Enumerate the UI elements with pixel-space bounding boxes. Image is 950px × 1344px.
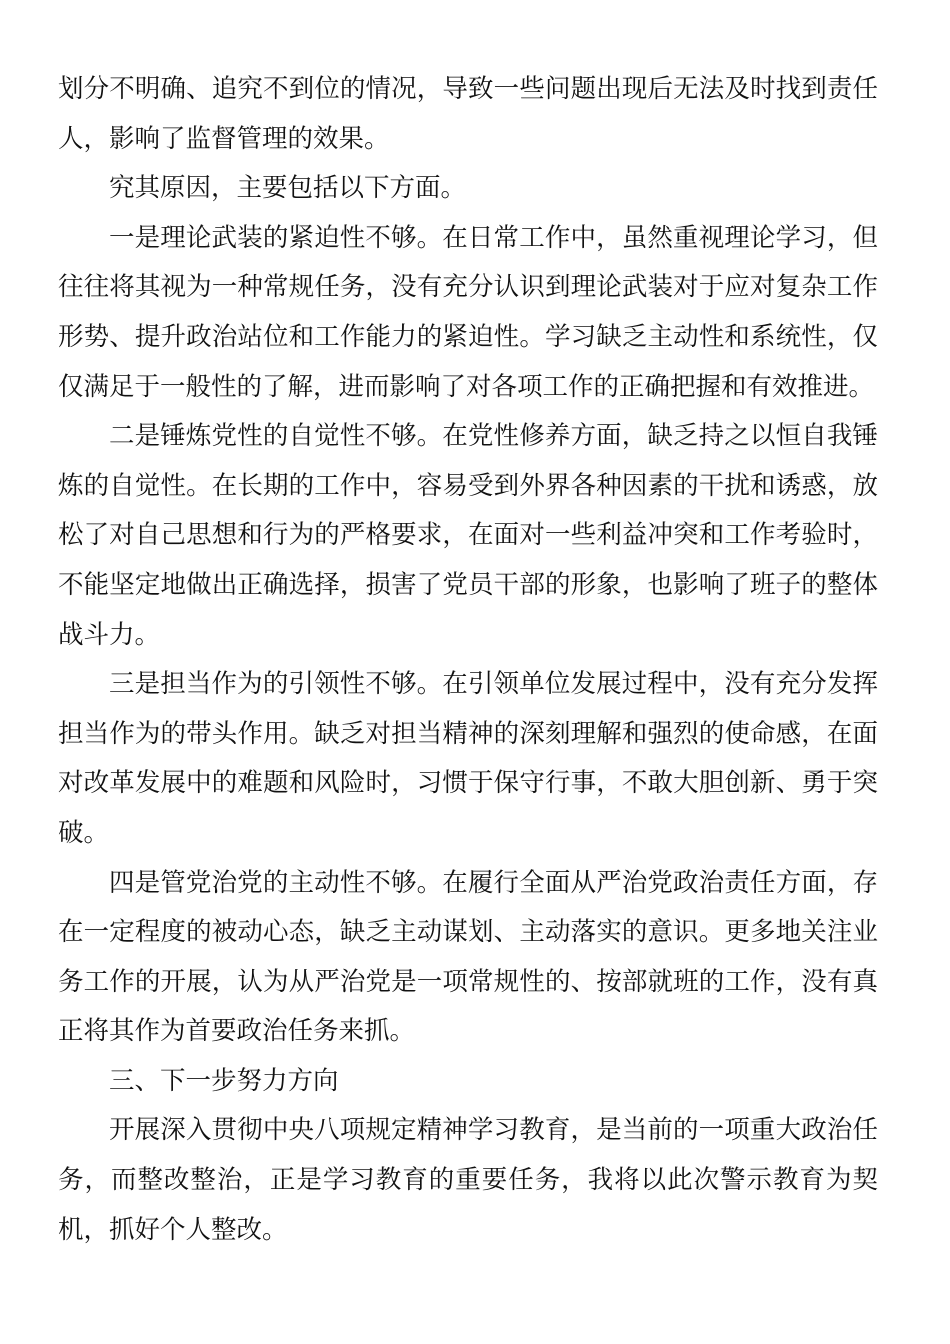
paragraph-cause-1: 一是理论武装的紧迫性不够。在日常工作中，虽然重视理论学习，但往往将其视为一种常规任务，没有充分认识到理论武装对于应对复杂工作形势、提升政治站位和工作能力的紧迫性。学习缺乏主动性和系统性，仅仅满足于一般性的了解，进而影响了对各项工作的正确把握和有效推进。 [58,222,878,402]
document-body [58,65,878,1255]
paragraph-cause-4: 四是管党治党的主动性不够。在履行全面从严治党政治责任方面，存在一定程度的被动心态，缺乏主动谋划、主动落实的意识。更多地关注业务工作的开展，认为从严治党是一项常规性的、按部就班的工作，没有真正将其作为首要政治任务来抓。 [58,867,878,1047]
paragraph-cause-2: 二是锤炼党性的自觉性不够。在党性修养方面，缺乏持之以恒自我锤炼的自觉性。在长期的工作中，容易受到外界各种因素的干扰和诱惑，放松了对自己思想和行为的严格要求，在面对一些利益冲突和工作考验时，不能坚定地做出正确选择，损害了党员干部的形象，也影响了班子的整体战斗力。 [58,421,878,650]
section-heading-next-steps: 三、下一步努力方向 [109,1065,339,1096]
paragraph-next-steps: 开展深入贯彻中央八项规定精神学习教育，是当前的一项重大政治任务，而整改整治，正是学习教育的重要任务，我将以此次警示教育为契机，抓好个人整改。 [58,1115,878,1245]
paragraph-causes-intro: 究其原因，主要包括以下方面。 [109,173,467,204]
paragraph-continuation: 划分不明确、追究不到位的情况，导致一些问题出现后无法及时找到责任人，影响了监督管理的效果。 [58,74,878,154]
paragraph-cause-3: 三是担当作为的引领性不够。在引领单位发展过程中，没有充分发挥担当作为的带头作用。缺乏对担当精神的深刻理解和强烈的使命感，在面对改革发展中的难题和风险时，习惯于保守行事，不敢大胆创新、勇于突破。 [58,669,878,848]
